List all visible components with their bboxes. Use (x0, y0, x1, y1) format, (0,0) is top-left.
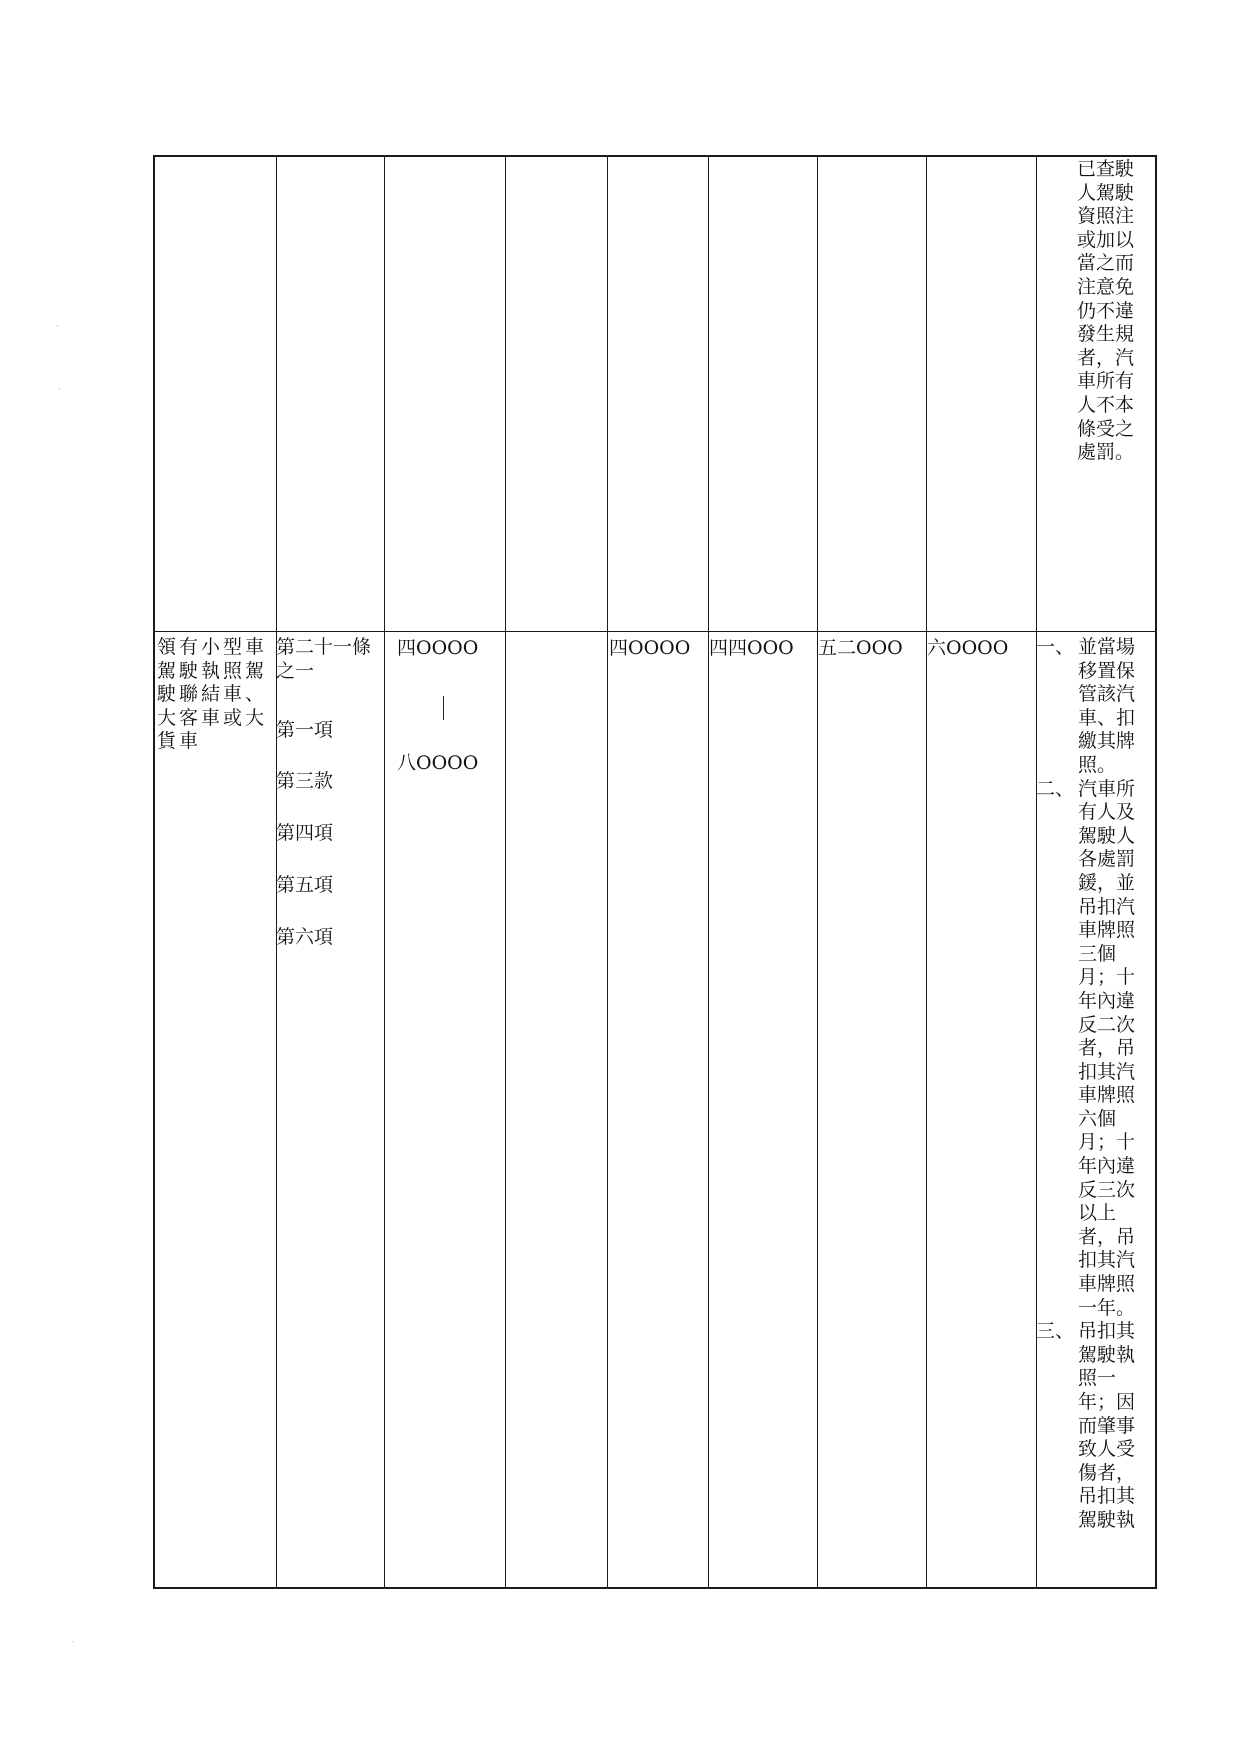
violation-cell: 領有小型車駕駛執照駕駛聯結車、大客車或大貨車 (157, 636, 268, 753)
clause-item: 第三款 (276, 770, 334, 792)
regulation-table (153, 155, 1157, 1589)
remark-number: 三、 (1036, 1320, 1075, 1343)
remark-number: 二、 (1036, 777, 1075, 800)
column-divider (708, 157, 709, 1587)
remark-cell-row1: 已查駛人駕駛資照注或加以當之而注意免仍不違發生規者，汽車所有人不本條受之處罰。 (1077, 158, 1135, 464)
column-divider (276, 157, 277, 1587)
remark-text: 並當場移置保管該汽車、扣繳其牌照。 (1078, 636, 1136, 776)
clause-item: 第一項 (276, 719, 334, 741)
scan-speck: ‧ (58, 385, 61, 395)
column-divider (384, 157, 385, 1587)
column-divider (817, 157, 818, 1587)
remark-item (1036, 778, 1150, 1321)
fine-col5: 四OOOO (609, 637, 691, 659)
column-divider (505, 157, 506, 1587)
fine-col7: 五二OOO (818, 637, 903, 659)
clause-item: 第四項 (276, 822, 334, 844)
remark-item (1036, 636, 1150, 778)
remark-number: 一、 (1036, 636, 1075, 658)
column-divider (926, 157, 927, 1587)
remark-text: 吊扣其駕駛執照一年；因而肇事致人受傷者，吊扣其駕駛執 (1078, 1320, 1136, 1531)
clause-item: 第六項 (276, 926, 334, 948)
scan-speck: ‧ (72, 1638, 75, 1648)
column-divider (607, 157, 608, 1587)
fine-max: 八OOOO (397, 752, 479, 774)
remarks-list (1036, 636, 1150, 1533)
remark-item (1036, 1320, 1150, 1532)
article-cell: 第二十一條之一 (276, 636, 372, 682)
fine-col6: 四四OOO (709, 637, 794, 659)
fine-min: 四OOOO (397, 637, 479, 659)
clause-item: 第五項 (276, 874, 334, 896)
remark-text: 汽車所有人及駕駛人各處罰鍰，並吊扣汽車牌照三個月；十年內違反二次者，吊扣其汽車牌照六個月；十年內違反三次以上者，吊扣其汽車牌照一年。 (1078, 777, 1136, 1319)
scan-speck: ‧ (56, 322, 59, 332)
row-divider (155, 631, 1155, 632)
fine-col8: 六OOOO (927, 637, 1009, 659)
range-dash (443, 696, 444, 720)
